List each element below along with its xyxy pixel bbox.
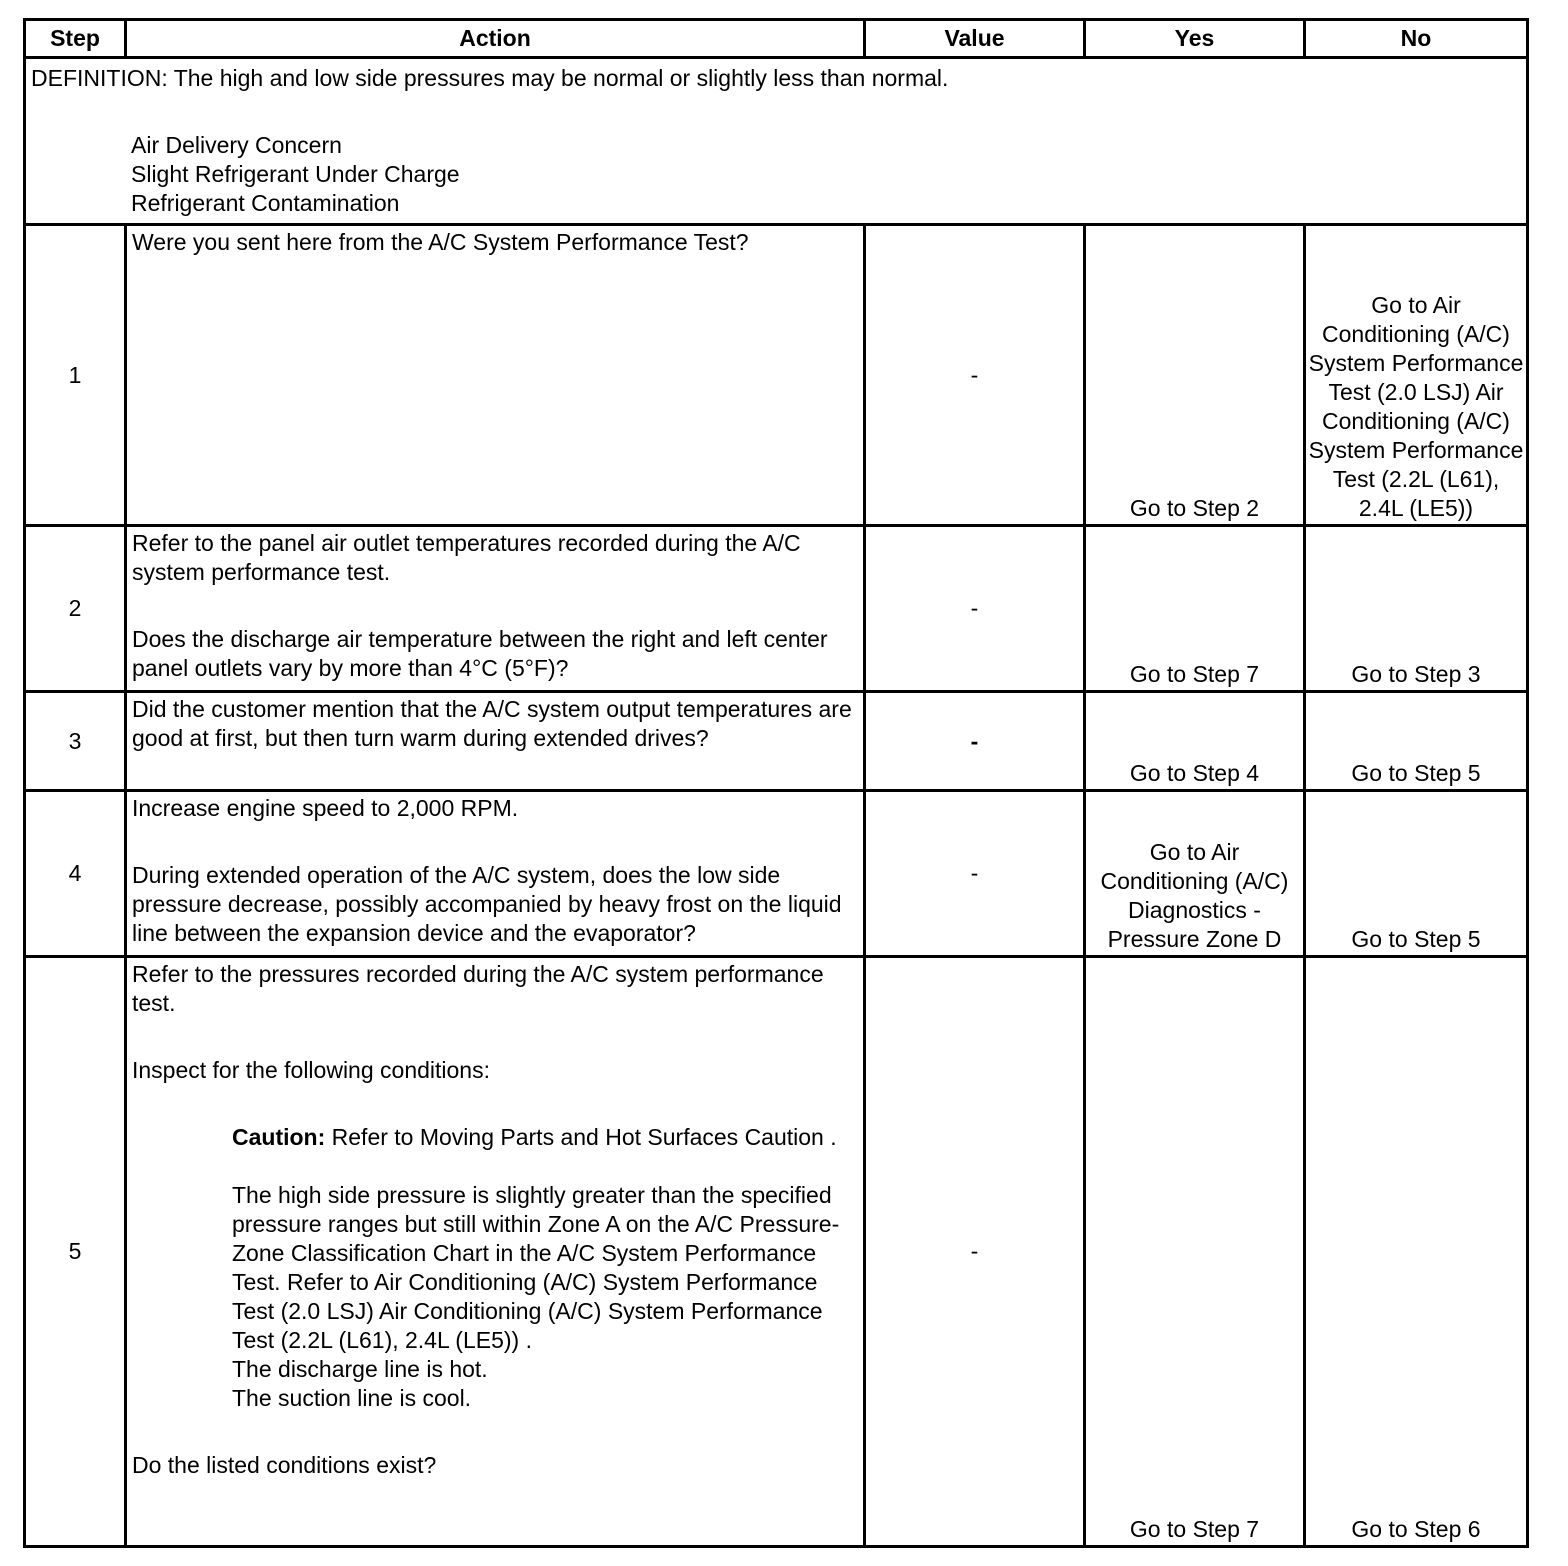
header-no: No [1305, 20, 1528, 58]
action-text: Refer to the panel air outlet temperatures recorded during the A/C system performance test. [132, 530, 801, 585]
action-text: Did the customer mention that the A/C system output temperatures are good at first, but then turn warm during extended drives? [132, 696, 852, 751]
step-number: 3 [25, 692, 126, 791]
diagnostic-table [23, 18, 1529, 1548]
header-action: Action [126, 20, 865, 58]
step-action [126, 526, 865, 692]
step-number: 2 [25, 526, 126, 692]
step-yes-link[interactable]: Go to Step 7 [1085, 526, 1305, 692]
definition-item: Refrigerant Contamination [131, 190, 400, 216]
step-action [126, 957, 865, 1547]
table-row-step-4 [25, 791, 1528, 957]
condition-item: The high side pressure is slightly greater than the specified pressure ranges but still within Zone A on the A/C Pressure-Zone Classification Chart in the A/C System Performance Test. Refer to Air Conditioning (A/C) System Performance Test (2.0 LSJ) Air Conditioning (A/C) System Performance Test (2.2L (L61), 2.4L (LE5)) . [232, 1182, 840, 1353]
table-row-step-5 [25, 957, 1528, 1547]
header-step: Step [25, 20, 126, 58]
action-text: During extended operation of the A/C system, does the low side pressure decrease, possibly accompanied by heavy frost on the liquid line between the expansion device and the evaporator? [132, 862, 842, 946]
step-yes-link[interactable]: Go to Air Conditioning (A/C) Diagnostics - Pressure Zone D [1085, 791, 1305, 957]
step-value: - [865, 692, 1085, 791]
step-yes-link[interactable]: Go to Step 2 [1085, 225, 1305, 526]
caution-label: Caution: [232, 1124, 326, 1150]
definition-item: Slight Refrigerant Under Charge [131, 161, 460, 187]
action-text: Increase engine speed to 2,000 RPM. [132, 795, 519, 821]
condition-item: The discharge line is hot. [232, 1356, 488, 1382]
definition-item: Air Delivery Concern [131, 132, 342, 158]
caution-note [132, 1123, 858, 1152]
action-text: Refer to the pressures recorded during the A/C system performance test. [132, 961, 824, 1016]
step-yes-link[interactable]: Go to Step 7 [1085, 957, 1305, 1547]
step-yes-link[interactable]: Go to Step 4 [1085, 692, 1305, 791]
step-action [126, 692, 865, 791]
condition-item: The suction line is cool. [232, 1385, 472, 1411]
step-number: 4 [25, 791, 126, 957]
action-text: Were you sent here from the A/C System Performance Test? [132, 229, 749, 255]
table-row-step-3 [25, 692, 1528, 791]
step-no-link[interactable]: Go to Step 5 [1305, 791, 1528, 957]
step-no-link[interactable]: Go to Step 5 [1305, 692, 1528, 791]
header-row [25, 20, 1528, 58]
table-row-step-1 [25, 225, 1528, 526]
header-value: Value [865, 20, 1085, 58]
caution-text: Refer to Moving Parts and Hot Surfaces Caution . [331, 1124, 837, 1150]
step-no-link[interactable]: Go to Step 6 [1305, 957, 1528, 1547]
step-value: - [865, 526, 1085, 692]
table-row-step-2 [25, 526, 1528, 692]
step-action [126, 225, 865, 526]
step-no-link[interactable]: Go to Step 3 [1305, 526, 1528, 692]
step-value: - [865, 957, 1085, 1547]
step-number: 5 [25, 957, 126, 1547]
step-action [126, 791, 865, 957]
step-value: - [865, 791, 1085, 957]
definition-row [25, 58, 1528, 225]
step-value: - [865, 225, 1085, 526]
action-text: Does the discharge air temperature between the right and left center panel outlets vary by more than 4°C (5°F)? [132, 626, 828, 681]
header-yes: Yes [1085, 20, 1305, 58]
definition-text: DEFINITION: The high and low side pressures may be normal or slightly less than normal. [31, 65, 949, 91]
step-no-link[interactable]: Go to Air Conditioning (A/C) System Performance Test (2.0 LSJ) Air Conditioning (A/C) System Performance Test (2.2L (L61), 2.4L (LE5)) [1305, 225, 1528, 526]
definition-cell [25, 58, 1528, 225]
step-number: 1 [25, 225, 126, 526]
action-text: Inspect for the following conditions: [132, 1057, 490, 1083]
action-question: Do the listed conditions exist? [132, 1452, 437, 1478]
